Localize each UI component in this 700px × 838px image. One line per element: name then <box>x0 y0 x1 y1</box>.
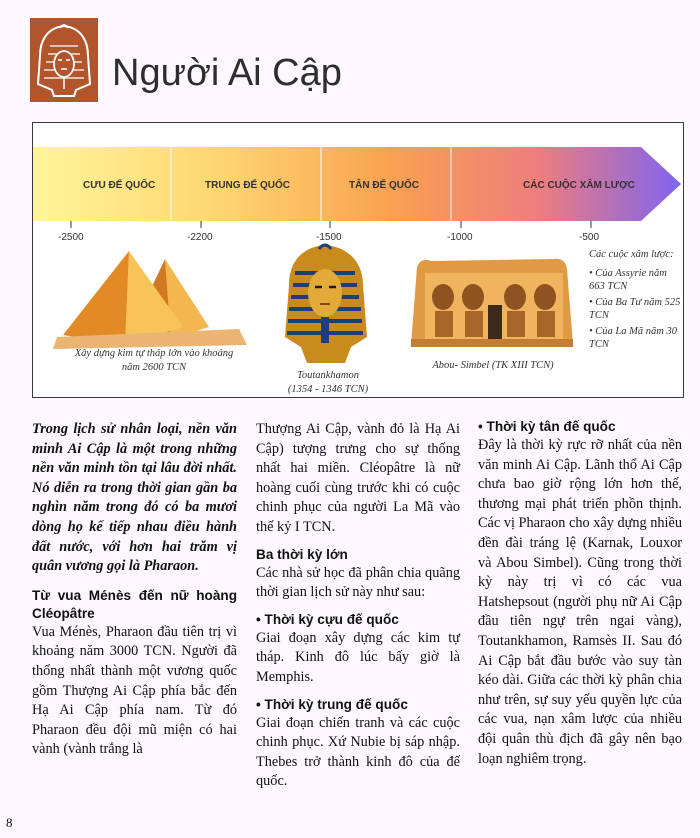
tutankhamun-caption-years: (1354 - 1346 TCN) <box>287 384 369 395</box>
abu-simbel-caption: Abou- Simbel (TK XIII TCN) <box>432 360 554 371</box>
pyramid-illustration <box>53 251 247 349</box>
section-heading: • Thời kỳ tân đế quốc <box>478 419 616 434</box>
intro-paragraph: Trong lịch sử nhân loại, nền văn minh Ai Cập là một trong những nền văn minh tồn tại lâu đời nhất. Nó diễn ra trong thời gian gần ba nghìn năm trong đó có ba mươi dòng họ kế tiếp nhau điều hành đất nước, với hơn hai trăm vị quân vương gọi là Pharaon. <box>32 421 237 575</box>
era-label-old-kingdom: CƯU ĐẾ QUỐC <box>83 180 156 191</box>
year-label: -2200 <box>187 232 213 243</box>
invasions-list <box>589 267 683 354</box>
section-heading: • Thời kỳ trung đế quốc <box>256 696 408 712</box>
text-column-2 <box>256 420 460 792</box>
page-number: 8 <box>6 815 13 830</box>
text-column-3 <box>478 418 682 769</box>
year-label: -2500 <box>58 232 84 243</box>
page-title: Người Ai Cập <box>112 52 342 94</box>
pyramids-caption: Xây dựng kim tự tháp lớn vào khoảng năm 2600 TCN <box>74 348 234 373</box>
abu-simbel-temple-illustration <box>411 259 573 347</box>
pharaoh-mask-icon <box>30 18 98 102</box>
year-label: -500 <box>579 232 600 243</box>
year-label: -1500 <box>316 232 342 243</box>
body-paragraph: Đây là thời kỳ rực rỡ nhất của nền văn minh Ai Cập. Lãnh thổ Ai Cập chưa bao giờ rộng lớn hơn thế, thương mại phát triển phồn thịnh. Các vị Pharaon cho xây dựng nhiều đền đài tráng lệ (Karnak, Louxor và Abou Simbel). Cũng trong thời kỳ này trị vì có các vua Hatshepsout (người phụ nữ Ai Cập đầu tiên ngự trên ngai vàng), Toutankhamon, Ramsès II. Sau đó Ai Cập bắt đầu bước vào suy tàn kéo dài. Giữa các thời kỳ phân chia như trên, sự suy yếu quyền lực của các vua, nạn xâm lược của nhiều đội quân thù địch đã gây nên bạo loạn nghiêm trọng. <box>478 437 682 767</box>
era-label-invasions: CÁC CUỘC XÂM LƯỢC <box>523 180 635 191</box>
year-label: -1000 <box>447 232 473 243</box>
invasion-item: • Của La Mã năm 30 TCN <box>589 326 677 350</box>
body-paragraph: Giai đoạn chiến tranh và các cuộc chinh phục. Xứ Nubie bị sáp nhập. Thebes trở thành kinh đô của đế quốc. <box>256 714 460 790</box>
timeline-panel <box>32 122 684 398</box>
text-column-1 <box>32 420 237 760</box>
section-heading: Từ vua Ménès đến nữ hoàng Cléopâtre <box>32 587 237 621</box>
body-paragraph: Các nhà sử học đã phân chia quãng thời gian lịch sử này như sau: <box>256 564 460 601</box>
section-heading: • Thời kỳ cựu đế quốc <box>256 611 399 627</box>
invasion-item: • Của Assyrie năm 663 TCN <box>589 268 667 292</box>
tutankhamun-caption-name: Toutankhamon <box>296 370 360 381</box>
tutankhamun-mask-illustration <box>285 245 367 363</box>
era-label-middle-kingdom: TRUNG ĐẾ QUỐC <box>205 180 290 191</box>
body-paragraph: Vua Ménès, Pharaon đầu tiên trị vì khoảng năm 3000 TCN. Người đã thống nhất thành một vương quốc gồm Thượng Ai Cập phía bắc đến Hạ Ai Cập phía nam. Từ đó Pharaon đều đội mũ miện có hai vành (vành trắng là <box>32 623 237 758</box>
header-badge <box>30 18 98 102</box>
invasions-title: Các cuộc xâm lược: <box>589 249 674 260</box>
era-label-new-kingdom: TÂN ĐẾ QUỐC <box>349 180 419 191</box>
body-paragraph: Giai đoạn xây dựng các kim tự tháp. Kinh đô lúc bấy giờ là Memphis. <box>256 629 460 685</box>
section-heading: Ba thời kỳ lớn <box>256 546 348 562</box>
invasion-item: • Của Ba Tư năm 525 TCN <box>589 297 681 321</box>
body-paragraph: Thượng Ai Cập, vành đỏ là Hạ Ai Cập) tượng trưng cho sự thống nhất hai miền. Cléopâtre là nữ hoàng cuối cùng trước khi có cuộc chinh phục của người La Mã vào thế kỷ I TCN. <box>256 421 460 535</box>
